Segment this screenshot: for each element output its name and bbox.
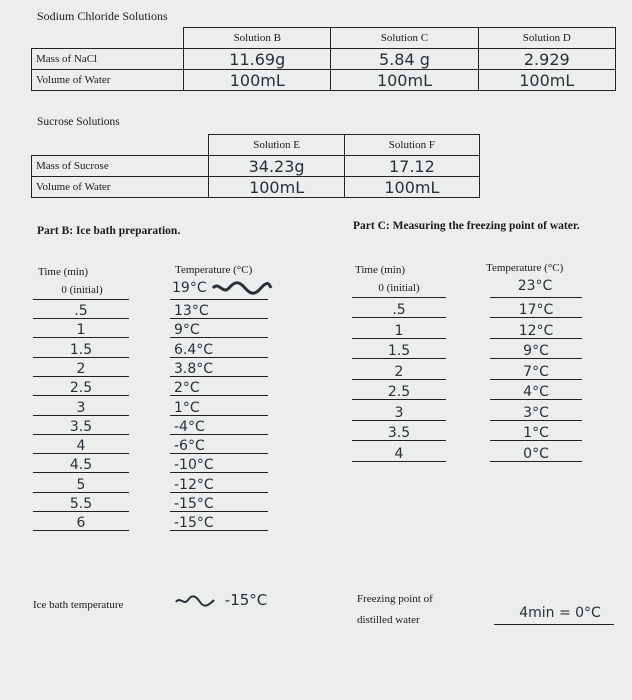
partB-temp-header: Temperature (°C) bbox=[175, 264, 253, 276]
partB-time-value: 1.5 bbox=[69, 341, 93, 358]
partB-temp-line bbox=[170, 530, 268, 531]
partB-time-value: 5 bbox=[76, 476, 86, 493]
partC-temp-line bbox=[490, 461, 582, 462]
sucrose-row-label: Mass of Sucrose bbox=[32, 156, 209, 177]
partC-temp-line bbox=[490, 297, 582, 298]
partB-time-line bbox=[33, 299, 129, 300]
sodium-value: 11.69g bbox=[184, 49, 331, 70]
sodium-row-label: Mass of NaCl bbox=[32, 49, 184, 70]
partC-temp-value: 0°C bbox=[523, 445, 549, 462]
partC-time-line bbox=[352, 317, 446, 318]
partC-time-line bbox=[352, 297, 446, 298]
partB-time-value: 3 bbox=[76, 399, 86, 416]
sodium-value: 2.929 bbox=[478, 49, 615, 70]
sucrose-corner bbox=[32, 135, 209, 156]
partC-temp-value: 17°C bbox=[518, 302, 554, 318]
partC-time-value: 2.5 bbox=[387, 384, 411, 400]
partB-temp-line bbox=[170, 299, 268, 300]
fp-label-1: Freezing point of bbox=[357, 593, 433, 605]
sodium-value: 100mL bbox=[184, 70, 331, 91]
ice-bath-label: Ice bath temperature bbox=[33, 599, 124, 611]
partB-time-line bbox=[33, 434, 129, 435]
partC-time-value: 2 bbox=[394, 363, 404, 380]
partB-time-line bbox=[33, 357, 129, 358]
partB-time-value: 3.5 bbox=[69, 418, 93, 435]
partB-temp-value: -15°C bbox=[174, 496, 214, 512]
sucrose-table bbox=[31, 134, 480, 198]
fp-line bbox=[494, 624, 614, 625]
partB-time-value: 6 bbox=[76, 515, 86, 532]
fp-value: 4min = 0°C bbox=[519, 605, 601, 621]
partB-temp-value: -6°C bbox=[174, 438, 205, 455]
partC-temp-line bbox=[490, 338, 582, 339]
partB-temp-value: -10°C bbox=[174, 457, 214, 474]
partB-temp-value: 6.4°C bbox=[174, 341, 214, 358]
sodium-header: Solution C bbox=[331, 28, 478, 49]
partB-temp-value: 9°C bbox=[174, 322, 200, 339]
partC-temp-value: 7°C bbox=[523, 363, 549, 380]
sucrose-title: Sucrose Solutions bbox=[37, 116, 120, 128]
partB-time-value: 4.5 bbox=[69, 457, 93, 474]
partB-time-header: Time (min) bbox=[38, 266, 89, 278]
partC-temp-line bbox=[490, 317, 582, 318]
partB-temp-line bbox=[170, 376, 268, 377]
partB-time-value: 2 bbox=[76, 360, 86, 377]
partB-temp-line bbox=[170, 434, 268, 435]
partB-time-value: 1 bbox=[76, 322, 86, 339]
partB-temp-line bbox=[170, 453, 268, 454]
partC-time-value: 1.5 bbox=[387, 343, 411, 359]
partC-temp-line bbox=[490, 399, 582, 400]
sucrose-header: Solution E bbox=[209, 135, 344, 156]
sodium-value: 5.84 g bbox=[331, 49, 478, 70]
partB-temp-value: 2°C bbox=[174, 380, 200, 397]
partB-temp-value: -4°C bbox=[174, 418, 205, 435]
partC-time-value: 4 bbox=[394, 445, 404, 462]
sodium-header: Solution D bbox=[478, 28, 615, 49]
partB-temp-line bbox=[170, 357, 268, 358]
partC-time-initial: 0 (initial) bbox=[378, 282, 420, 294]
ice-bath-value-wrap bbox=[174, 591, 267, 609]
partB-temp-line bbox=[170, 337, 268, 338]
partB-temp-line bbox=[170, 318, 268, 319]
partC-time-line bbox=[352, 440, 446, 441]
sucrose-value: 100mL bbox=[344, 177, 479, 198]
partB-temp-line bbox=[170, 472, 268, 473]
partC-temp-value: 4°C bbox=[523, 384, 549, 400]
sucrose-value: 100mL bbox=[209, 177, 344, 198]
sodium-corner bbox=[32, 28, 184, 49]
partB-time-line bbox=[33, 530, 129, 531]
partB-time-value: 5.5 bbox=[69, 496, 93, 512]
sodium-value: 100mL bbox=[478, 70, 615, 91]
partC-time-value: .5 bbox=[392, 302, 406, 318]
sodium-row-label: Volume of Water bbox=[32, 70, 184, 91]
partC-time-value: 3.5 bbox=[387, 425, 411, 441]
scribble-mark bbox=[174, 594, 220, 608]
partB-time-line bbox=[33, 376, 129, 377]
partC-time-line bbox=[352, 358, 446, 359]
partC-time-line bbox=[352, 461, 446, 462]
partC-temp-line bbox=[490, 358, 582, 359]
partB-temp-line bbox=[170, 492, 268, 493]
partB-temp-line bbox=[170, 511, 268, 512]
partB-time-line bbox=[33, 318, 129, 319]
partB-time-initial: 0 (initial) bbox=[61, 284, 103, 296]
sucrose-value: 17.12 bbox=[344, 156, 479, 177]
partC-temp-value: 1°C bbox=[523, 425, 549, 441]
partB-time-value: 2.5 bbox=[69, 380, 93, 397]
sodium-table bbox=[31, 27, 616, 91]
partC-temp-line bbox=[490, 420, 582, 421]
partC-temp-header: Temperature (°C) bbox=[486, 262, 564, 274]
partB-temp-value: -15°C bbox=[174, 515, 214, 532]
ice-bath-value: -15°C bbox=[224, 591, 268, 609]
partB-temp-value: 13°C bbox=[174, 303, 209, 319]
partC-time-value: 3 bbox=[394, 404, 404, 421]
sucrose-header: Solution F bbox=[344, 135, 479, 156]
partB-time-value: .5 bbox=[74, 303, 88, 319]
sucrose-row-label: Volume of Water bbox=[32, 177, 209, 198]
partB-temp-value: -12°C bbox=[174, 476, 214, 493]
partC-time-line bbox=[352, 399, 446, 400]
partB-temp-line bbox=[170, 415, 268, 416]
partB-time-line bbox=[33, 511, 129, 512]
sucrose-value: 34.23g bbox=[209, 156, 344, 177]
fp-label-2: distilled water bbox=[357, 614, 420, 626]
partC-time-value: 1 bbox=[394, 322, 404, 339]
partC-temp-value: 12°C bbox=[518, 322, 554, 339]
partC-temp-value: 3°C bbox=[523, 404, 549, 421]
partB-time-line bbox=[33, 415, 129, 416]
partB-time-line bbox=[33, 492, 129, 493]
partB-time-line bbox=[33, 472, 129, 473]
partB-time-value: 4 bbox=[76, 438, 86, 455]
partB-temp-initial-text: 19°C bbox=[172, 280, 207, 296]
partC-temp-line bbox=[490, 379, 582, 380]
sodium-value: 100mL bbox=[331, 70, 478, 91]
partC-time-line bbox=[352, 338, 446, 339]
partC-time-line bbox=[352, 420, 446, 421]
partC-temp-value: 9°C bbox=[523, 343, 549, 359]
partB-title: Part B: Ice bath preparation. bbox=[37, 225, 181, 237]
partB-time-line bbox=[33, 453, 129, 454]
partC-time-header: Time (min) bbox=[355, 264, 406, 276]
partC-temp-line bbox=[490, 440, 582, 441]
partB-time-line bbox=[33, 337, 129, 338]
partB-temp-value: 3.8°C bbox=[174, 360, 214, 377]
partC-time-line bbox=[352, 379, 446, 380]
partB-time-line bbox=[33, 395, 129, 396]
partB-temp-line bbox=[170, 395, 268, 396]
partC-temp-initial: 23°C bbox=[517, 278, 553, 294]
sodium-title: Sodium Chloride Solutions bbox=[37, 9, 168, 23]
partB-temp-initial bbox=[172, 280, 282, 296]
partB-temp-value: 1°C bbox=[174, 399, 200, 416]
scribble-mark bbox=[211, 281, 273, 295]
sodium-header: Solution B bbox=[184, 28, 331, 49]
partC-title: Part C: Measuring the freezing point of water. bbox=[353, 220, 580, 232]
